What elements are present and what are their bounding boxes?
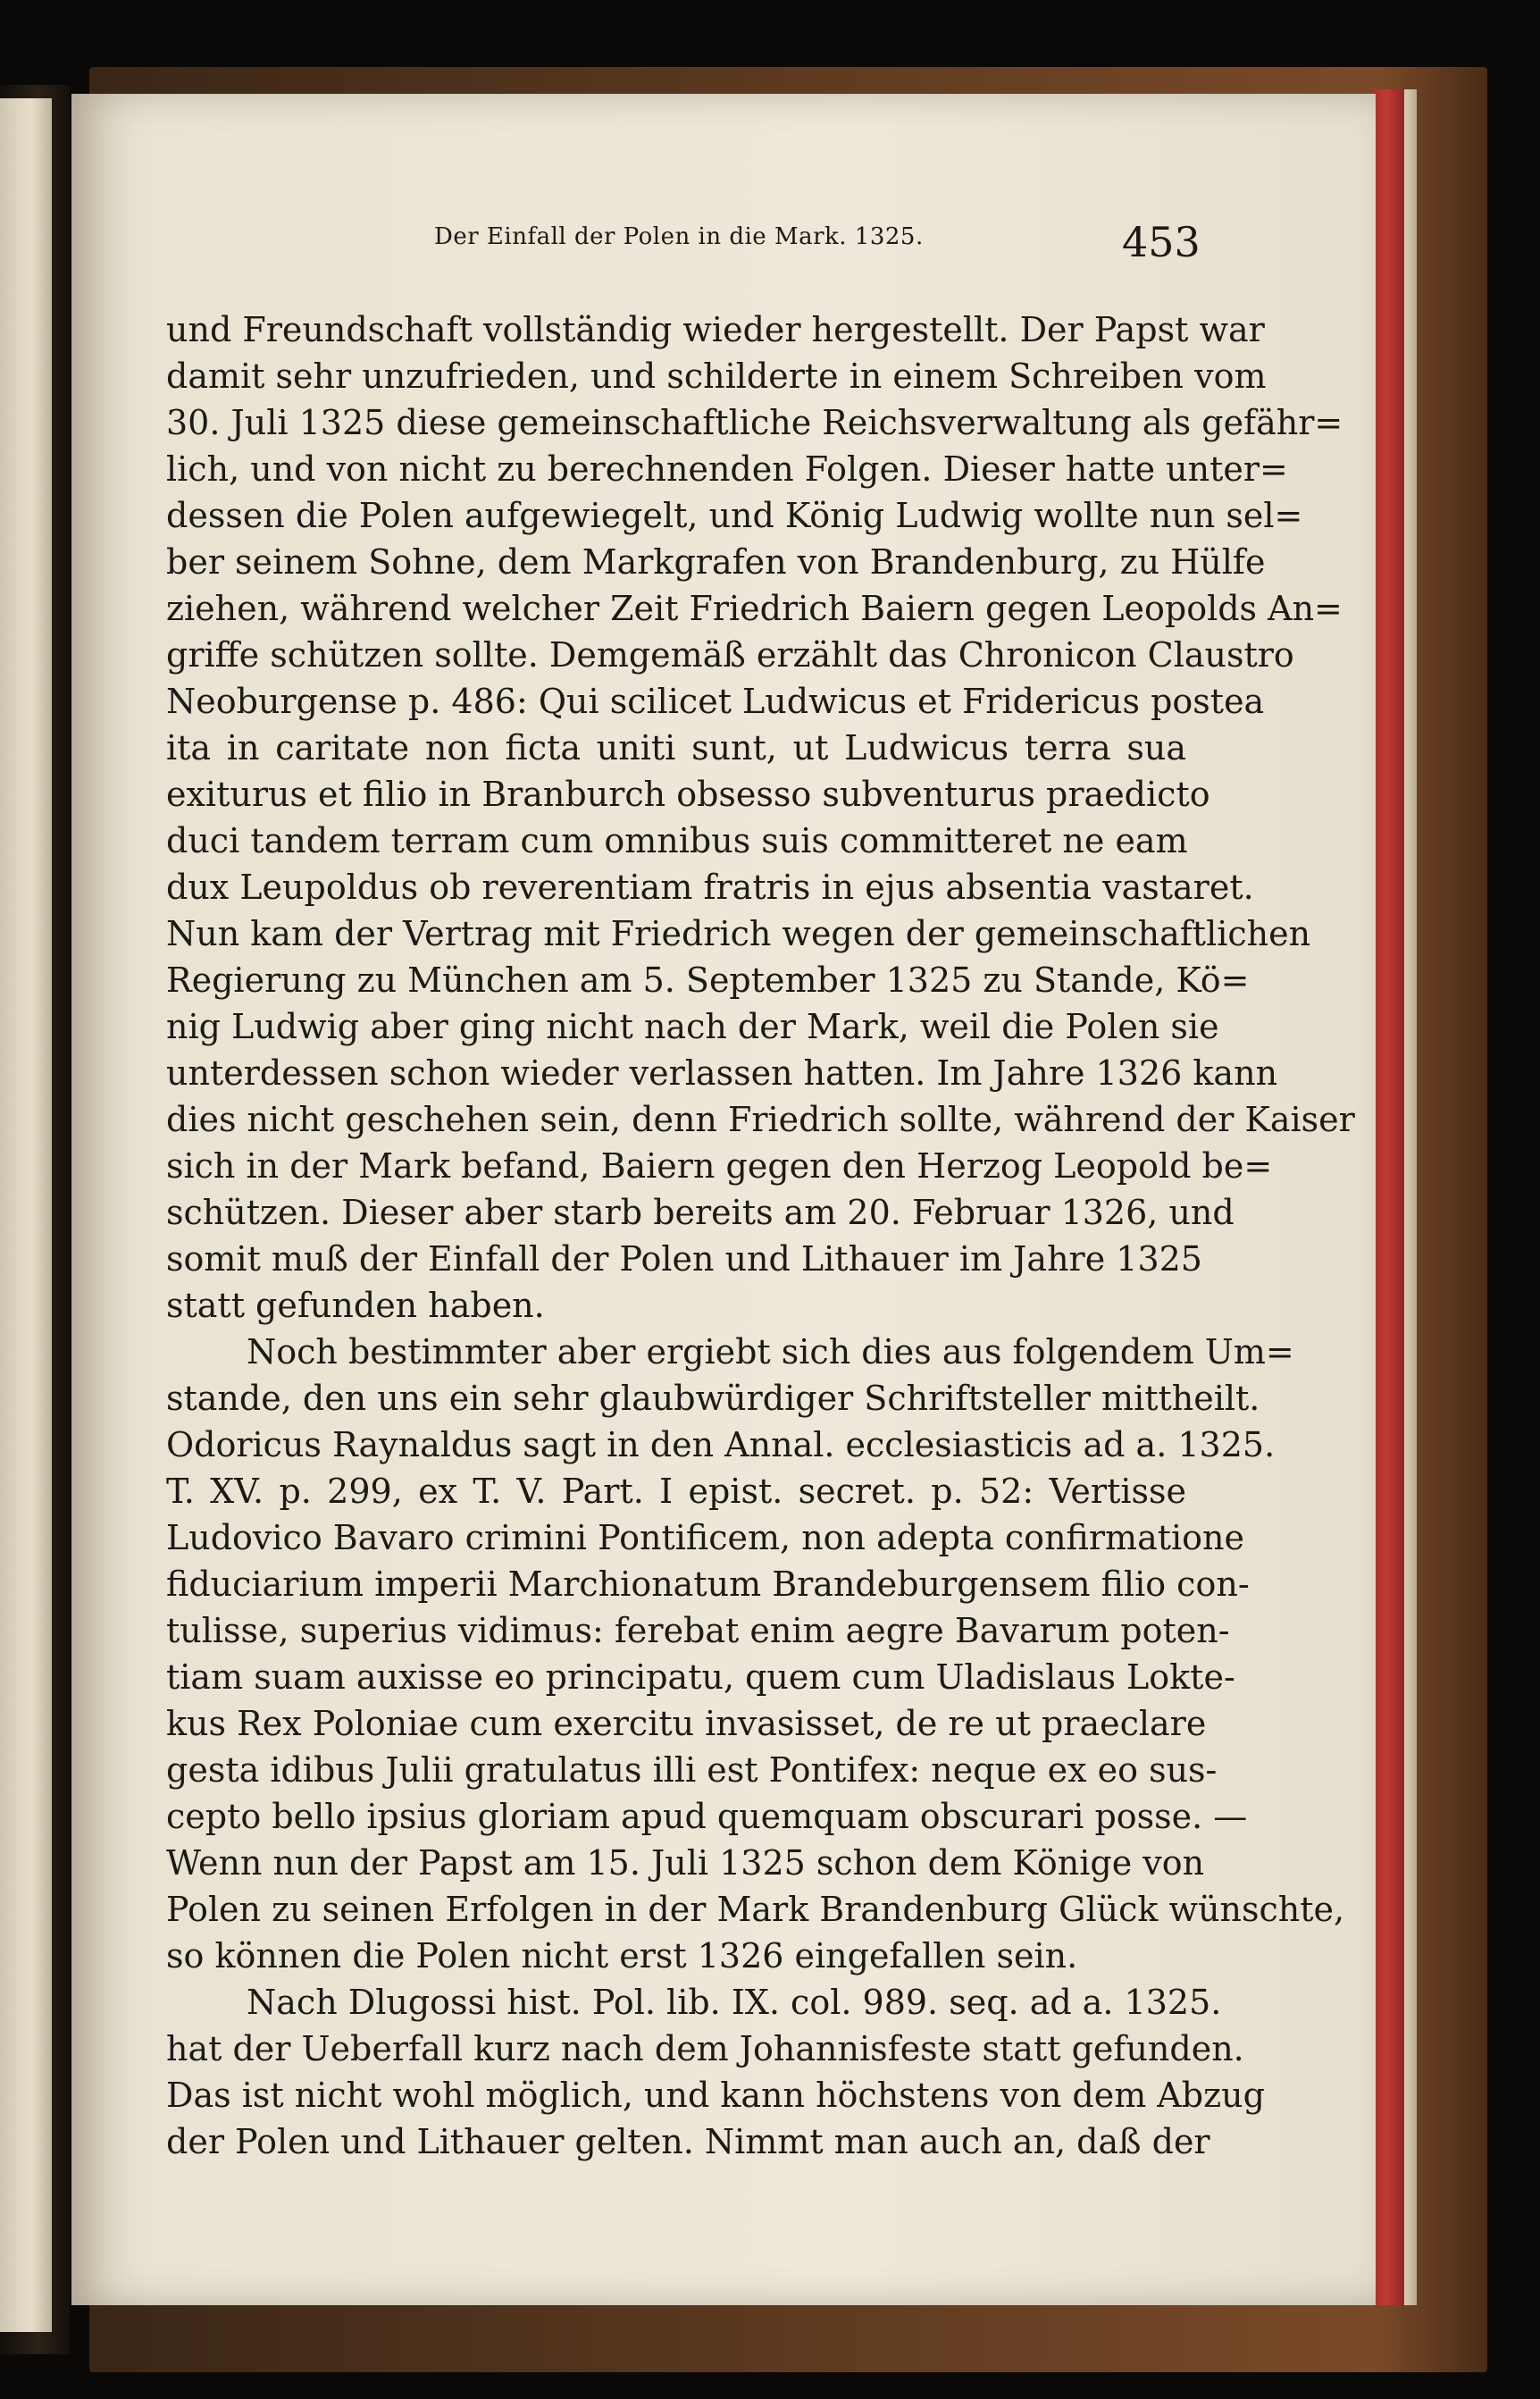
text-line: dessen die Polen aufgewiegelt, und König Ludwig wollte nun sel= <box>166 496 1303 535</box>
text-line: Wenn nun der Papst am 15. Juli 1325 schon dem Könige von <box>166 1843 1205 1883</box>
text-line: sich in der Mark befand, Baiern gegen den Herzog Leopold be= <box>166 1146 1273 1186</box>
text-line: fiduciarium imperii Marchionatum Brandeburgensem filio con- <box>166 1564 1250 1604</box>
text-line: Das ist nicht wohl möglich, und kann höchstens von dem Abzug <box>166 2076 1265 2115</box>
text-line: unterdessen schon wieder verlassen hatten. Im Jahre 1326 kann <box>166 1053 1278 1093</box>
page-number: 453 <box>1122 218 1201 266</box>
text-line: der Polen und Lithauer gelten. Nimmt man auch an, daß der <box>166 2122 1210 2161</box>
text-line: gesta idibus Julii gratulatus illi est Pontifex: neque ex eo sus- <box>166 1750 1218 1790</box>
text-line: tiam suam auxisse eo principatu, quem cum Uladislaus Lokte- <box>166 1657 1235 1697</box>
text-line: lich, und von nicht zu berechnenden Folgen. Dieser hatte unter= <box>166 449 1288 489</box>
text-line: exiturus et filio in Branburch obsesso subventurus praedicto <box>166 775 1210 814</box>
text-line: tulisse, superius vidimus: ferebat enim aegre Bavarum poten- <box>166 1611 1230 1650</box>
text-line: Regierung zu München am 5. September 1325 zu Stande, Kö= <box>166 960 1250 1000</box>
text-line: duci tandem terram cum omnibus suis committeret ne eam <box>166 821 1188 860</box>
text-line: somit muß der Einfall der Polen und Lithauer im Jahre 1325 <box>166 1239 1202 1279</box>
running-header: Der Einfall der Polen in die Mark. 1325. <box>434 223 924 250</box>
text-line: dies nicht geschehen sein, denn Friedrich sollte, während der Kaiser <box>166 1100 1355 1139</box>
text-line: 30. Juli 1325 diese gemeinschaftliche Reichsverwaltung als gefähr= <box>166 403 1343 442</box>
text-line: nig Ludwig aber ging nicht nach der Mark, weil die Polen sie <box>166 1007 1219 1046</box>
page-block-edge <box>1404 89 1417 2305</box>
text-line: hat der Ueberfall kurz nach dem Johannisfeste statt gefunden. <box>166 2029 1244 2068</box>
text-line: kus Rex Poloniae cum exercitu invasisset, de re ut praeclare <box>166 1704 1207 1743</box>
text-line: Odoricus Raynaldus sagt in den Annal. ecclesiasticis ad a. 1325. <box>166 1425 1276 1464</box>
text-line: ziehen, während welcher Zeit Friedrich Baiern gegen Leopolds An= <box>166 589 1343 628</box>
text-line: ber seinem Sohne, dem Markgrafen von Brandenburg, zu Hülfe <box>166 542 1266 582</box>
text-line: dux Leupoldus ob reverentiam fratris in ejus absentia vastaret. <box>166 868 1254 907</box>
text-line: Nun kam der Vertrag mit Friedrich wegen der gemeinschaftlichen <box>166 914 1311 953</box>
text-line: Neoburgense p. 486: Qui scilicet Ludwicus et Fridericus postea <box>166 682 1265 721</box>
red-page-edge <box>1372 89 1404 2305</box>
text-line: T. XV. p. 299, ex T. V. Part. I epist. secret. p. 52: Vertisse <box>166 1472 1186 1511</box>
text-line: statt gefunden haben. <box>166 1286 545 1325</box>
text-line: und Freundschaft vollständig wieder hergestellt. Der Papst war <box>166 310 1265 349</box>
text-line: ita in caritate non ficta uniti sunt, ut Ludwicus terra sua <box>166 728 1186 768</box>
text-line: cepto bello ipsius gloriam apud quemquam obscurari posse. — <box>166 1797 1248 1836</box>
text-line: Polen zu seinen Erfolgen in der Mark Brandenburg Glück wünschte, <box>166 1890 1345 1929</box>
text-line: Noch bestimmter aber ergiebt sich dies aus folgendem Um= <box>247 1332 1294 1371</box>
text-line: stande, den uns ein sehr glaubwürdiger Schriftsteller mittheilt. <box>166 1379 1260 1418</box>
text-line: Nach Dlugossi hist. Pol. lib. IX. col. 989. seq. ad a. 1325. <box>247 1983 1222 2022</box>
text-line: Ludovico Bavaro crimini Pontificem, non adepta confirmatione <box>166 1518 1245 1557</box>
text-line: damit sehr unzufrieden, und schilderte in einem Schreiben vom <box>166 356 1267 396</box>
text-line: schützen. Dieser aber starb bereits am 20. Februar 1326, und <box>166 1193 1235 1232</box>
text-line: so können die Polen nicht erst 1326 eingefallen sein. <box>166 1936 1078 1975</box>
text-line: griffe schützen sollte. Demgemäß erzählt das Chronicon Claustro <box>166 635 1294 675</box>
facing-page-edge <box>0 98 52 2332</box>
